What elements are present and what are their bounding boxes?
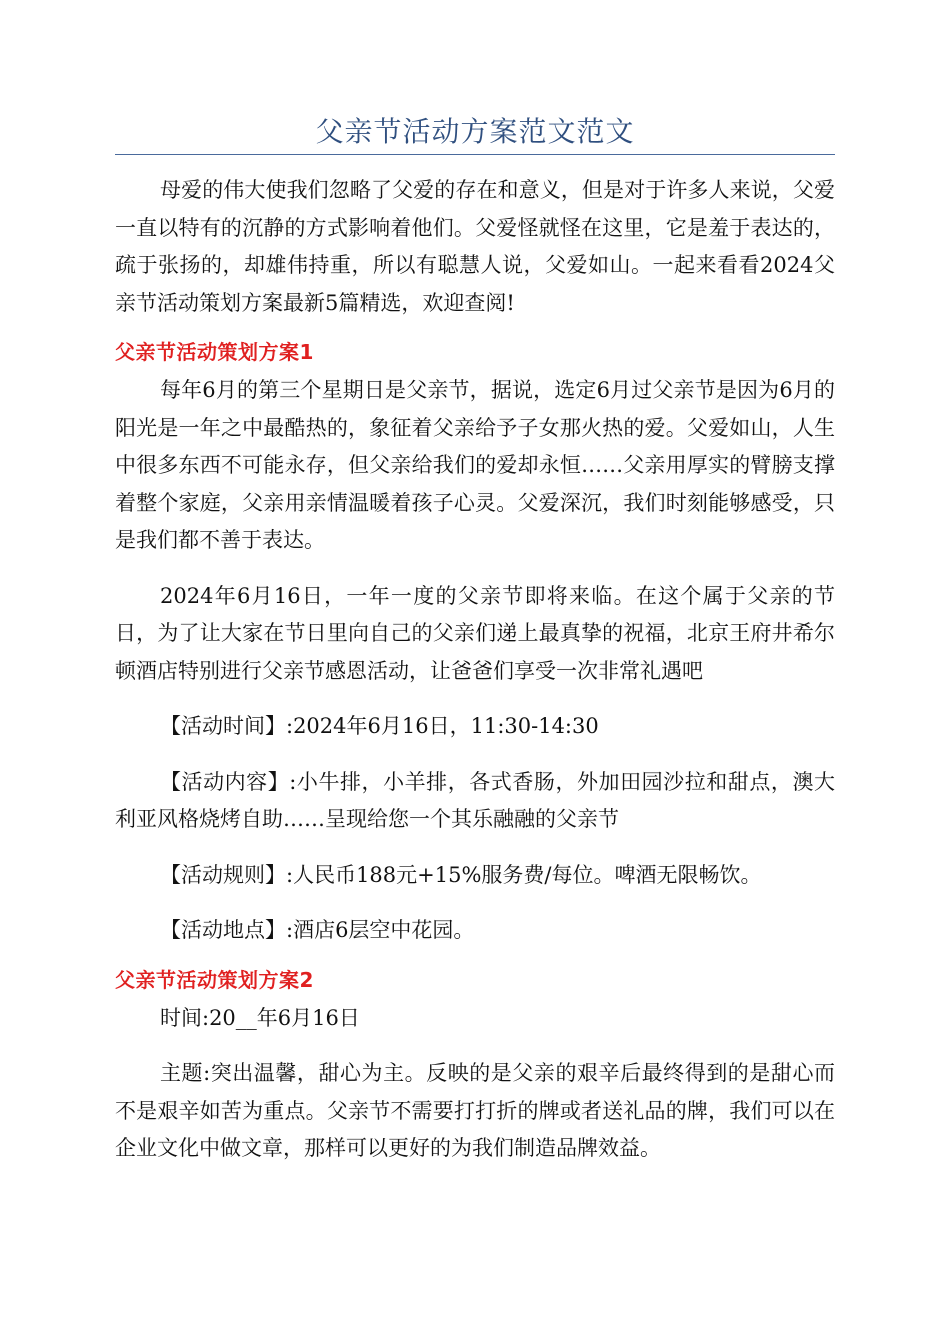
section-2-time: 时间:20__年6月16日	[160, 1005, 360, 1030]
section-1-heading: 父亲节活动策划方案1	[115, 340, 314, 364]
intro-paragraph: 母爱的伟大使我们忽略了父爱的存在和意义，但是对于许多人来说，父爱一直以特有的沉静的方式影响着他们。父爱怪就怪在这里，它是羞于表达的，疏于张扬的，却雄伟持重，所以有聪慧人说，父爱如山。一起来看看2024父亲节活动策划方案最新5篇精选，欢迎查阅!	[115, 178, 835, 315]
activity-location: 【活动地点】:酒店6层空中花园。	[160, 918, 475, 942]
activity-rules: 【活动规则】:人民币188元+15%服务费/每位。啤酒无限畅饮。	[160, 862, 762, 887]
document-body	[115, 172, 835, 1168]
section-1-paragraph-2: 2024年6月16日，一年一度的父亲节即将来临。在这个属于父亲的节日，为了让大家在节日里向自己的父亲们递上最真挚的祝福，北京王府井希尔顿酒店特别进行父亲节感恩活动，让爸爸们享受一次非常礼遇吧	[115, 583, 835, 683]
section-2-theme: 主题:突出温馨，甜心为主。反映的是父亲的艰辛后最终得到的是甜心而不是艰辛如苦为重点。父亲节不需要打打折的牌或者送礼品的牌，我们可以在企业文化中做文章，那样可以更好的为我们制造品牌效益。	[115, 1061, 835, 1160]
document-title: 父亲节活动方案范文范文	[315, 115, 635, 148]
title-divider	[115, 154, 835, 155]
activity-content: 【活动内容】:小牛排，小羊排，各式香肠，外加田园沙拉和甜点，澳大利亚风格烧烤自助……呈现给您一个其乐融融的父亲节	[115, 769, 835, 831]
activity-time: 【活动时间】:2024年6月16日，11:30-14:30	[160, 714, 599, 738]
section-1-paragraph-1: 每年6月的第三个星期日是父亲节，据说，选定6月过父亲节是因为6月的阳光是一年之中最酷热的，象征着父亲给予子女那火热的爱。父爱如山，人生中很多东西不可能永存，但父亲给我们的爱却永恒……父亲用厚实的臂膀支撑着整个家庭，父亲用亲情温暖着孩子心灵。父爱深沉，我们时刻能够感受，只是我们都不善于表达。	[115, 378, 835, 552]
section-2-heading: 父亲节活动策划方案2	[115, 967, 314, 992]
